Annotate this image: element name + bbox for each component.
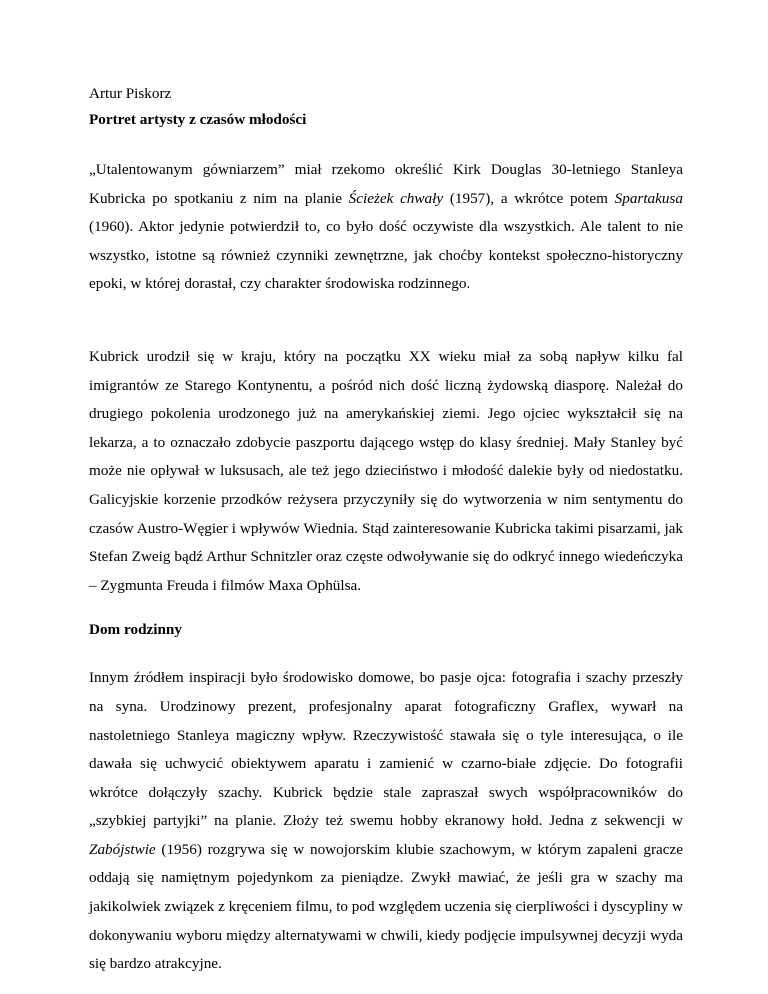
paragraph-intro: [89, 156, 683, 299]
author-name: Artur Piskorz: [89, 85, 172, 102]
film-title-spartakus: Spartakusa: [614, 189, 683, 207]
paragraph-intro-text-c: (1960). Aktor jedynie potwierdził to, co było dość oczywiste dla wszystkich. Ale talent to nie wszystko, istotne są również czynniki zewnętrzne, jak choćby kontekst społeczno-historyczny epoki, w której dorastał, czy charakter środowiska rodzinnego.: [89, 218, 683, 293]
paragraph-intro-text-a: „Utalentowanym gówniarzem” miał rzekomo określić Kirk Douglas 30-letniego Stanleya Kubricka po spotkaniu z nim na planie: [89, 161, 683, 207]
document-page: [89, 84, 683, 979]
paragraph-origins: Kubrick urodził się w kraju, który na początku XX wieku miał za sobą napływ kilku fal imigrantów ze Starego Kontynentu, a pośród nich dość liczną żydowską diasporę. Należał do drugiego pokolenia urodzonego już na amerykańskiej ziemi. Jego ojciec wykształcił się na lekarza, a to oznaczało zdobycie paszportu dającego wstęp do klasy średniej. Mały Stanley być może nie opływał w luksusach, ale też jego dzieciństwo i młodość dalekie były od niedostatku. Galicyjskie korzenie przodków reżysera przyczyniły się do wytworzenia w nim sentymentu do czasów Austro-Węgier i wpływów Wiednia. Stąd zainteresowanie Kubricka takimi pisarzami, jak Stefan Zweig bądź Arthur Schnitzler oraz częste odwoływanie się do odkryć innego wiedeńczyka – Zygmunta Freuda i filmów Maxa Ophülsa.: [89, 347, 683, 594]
film-title-sciezki-chwaly: Ścieżek chwały: [348, 189, 444, 207]
paragraph-home-text-b: (1956) rozgrywa się w nowojorskim klubie szachowym, w którym zapaleni gracze oddają się namiętnym pojedynkom za pieniądze. Zwykł mawiać, że jeśli gra w szachy ma jakikolwiek związek z kręceniem filmu, to pod względem uczenia się cierpliwości i dyscypliny w dokonywaniu wyboru między alternatywami w chwili, kiedy podjęcie impulsywnej decyzji wyda się bardzo atrakcyjne.: [89, 840, 683, 973]
film-title-zabojstwo: Zabójstwie: [89, 840, 156, 858]
section-heading: Dom rodzinny: [89, 621, 182, 639]
article-title: Portret artysty z czasów młodości: [89, 111, 307, 128]
paragraph-intro-text-b: (1957), a wkrótce potem: [443, 189, 615, 207]
paragraph-home-text-a: Innym źródłem inspiracji było środowisko domowe, bo pasje ojca: fotografia i szachy przeszły na syna. Urodzinowy prezent, profesjonalny aparat fotograficzny Graflex, wywarł na nastoletniego Stanleya magiczny wpływ. Rzeczywistość stawała się o tyle interesująca, o ile dawała się uchwycić obiektywem aparatu i zamienić w czarno-białe zdjęcie. Do fotografii wkrótce dołączyły szachy. Kubrick będzie stale zapraszał swych współpracowników do „szybkiej partyjki” na planie. Złoży też swemu hobby ekranowy hołd. Jedna z sekwencji w: [89, 669, 683, 830]
paragraph-home: [89, 664, 683, 979]
